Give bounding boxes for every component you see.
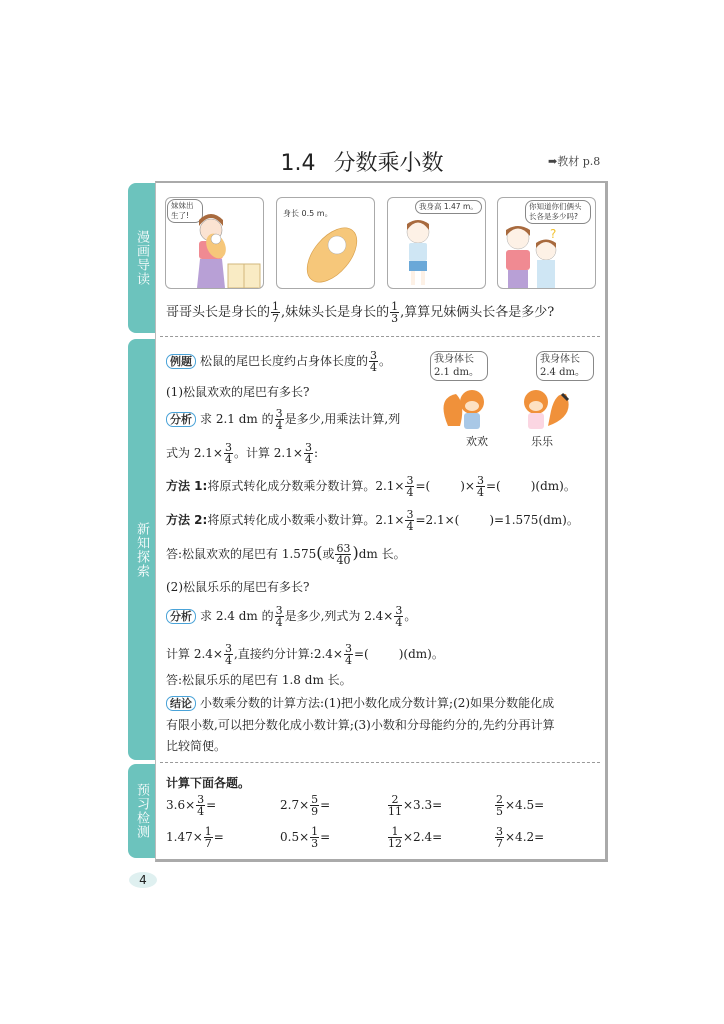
fraction: $\frac{3}{4}$ [476,474,484,499]
fraction: $\frac{63}{40}$ [336,542,351,567]
comic-panel-2 [276,197,375,289]
exercise-1[interactable]: 3.6× $\frac{3}{4}$ = [166,793,217,818]
conclusion-line-1: 结论 小数乘分数的计算方法:(1)把小数化成分数计算;(2)如果分数能化成 [166,695,554,711]
preview-instruction: 计算下面各题。 [166,776,251,790]
exercise-8[interactable]: $\frac{3}{7}$ ×4.2= [496,825,545,850]
squirrel-huanhuan-illustration [440,386,490,434]
exercise-5[interactable]: 1.47× $\frac{1}{7}$ = [166,825,224,850]
fraction: $\frac{3}{4}$ [224,642,232,667]
tab-comic: 漫画导读 [128,183,155,333]
conclusion-tag: 结论 [166,696,196,711]
exercise-3[interactable]: $\frac{2}{11}$ ×3.3= [388,793,443,818]
exercise-4[interactable]: $\frac{2}{5}$ ×4.5= [496,793,545,818]
textbook-reference: ➡教材 p.8 [548,155,601,168]
brother-illustration [398,212,438,288]
calculation-2: 计算 2.4× $\frac{3}{4}$ ,直接约分计算:2.4× $\frac{3}{4}$ =( )(dm)。 [166,642,444,667]
section-title: 分数乘小数 [333,151,444,176]
section-divider [160,762,600,763]
squirrel-name-lele: 乐乐 [531,435,553,448]
caption: 身长 0.5 m。 [283,209,333,218]
method-1: 方法 1:将原式转化成分数乘分数计算。2.1× $\frac{3}{4}$ =( )× $\frac{3}{4}$ =( )(dm)。 [166,474,576,499]
svg-text:?: ? [550,227,557,241]
conclusion-line-2: 有限小数,可以把分数化成小数计算;(3)小数和分母能约分的,先约分再计算 [166,718,555,732]
speech-bubble-lele: 我身体长 2.4 dm。 [536,351,594,381]
example-tag: 例题 [166,354,196,369]
fraction: $\frac{1}{7}$ [272,300,280,325]
comic-panel-3 [387,197,486,289]
speech-bubble: 你知道你们俩头长各是多少吗? [525,200,591,224]
analysis-tag: 分析 [166,609,196,624]
answer-2: 答:松鼠乐乐的尾巴有 1.8 dm 长。 [166,673,352,687]
fraction: $\frac{3}{4}$ [275,604,283,629]
fraction: $\frac{3}{4}$ [275,407,283,432]
example-statement: 例题 松鼠的尾巴长度约占身体长度的 $\frac{3}{4}$ 。 [166,350,391,373]
tab-preview: 预习检测 [128,764,155,858]
fraction: $\frac{3}{4}$ [395,604,403,629]
baby-in-blanket-illustration [297,223,367,285]
conclusion-line-3: 比较简便。 [166,739,227,753]
fraction: $\frac{3}{4}$ [344,642,352,667]
analysis-2: 分析 求 2.4 dm 的 $\frac{3}{4}$ 是多少,列式为 2.4× $\frac{3}{4}$ 。 [166,605,416,628]
section-number: 1.4 [280,151,316,176]
exercise-7[interactable]: $\frac{1}{12}$ ×2.4= [388,825,443,850]
squirrel-lele-illustration [518,386,573,434]
speech-bubble-huanhuan: 我身体长 2.1 dm。 [430,351,488,381]
comic-panel-1 [165,197,264,289]
fraction: $\frac{3}{4}$ [304,441,312,466]
comic-question: 哥哥头长是身长的 $\frac{1}{7}$ ,妹妹头长是身长的 $\frac{1}{3}$ ,算算兄妹俩头长各是多少? [166,300,555,325]
fraction: $\frac{3}{4}$ [370,349,378,374]
fraction: $\frac{3}{4}$ [224,441,232,466]
fraction: $\frac{3}{4}$ [406,474,414,499]
speech-bubble: 我身高 1.47 m。 [415,200,482,214]
exercise-6[interactable]: 0.5× $\frac{1}{3}$ = [280,825,331,850]
analysis-1-line-2: 式为 2.1× $\frac{3}{4}$ 。计算 2.1× $\frac{3}{4}$ : [166,441,318,466]
exercise-2[interactable]: 2.7× $\frac{5}{9}$ = [280,793,331,818]
question-2: (2)松鼠乐乐的尾巴有多长? [166,580,310,594]
analysis-tag: 分析 [166,412,196,427]
tab-new-knowledge: 新知探索 [128,339,155,760]
comic-panel-4 [497,197,596,289]
method-2: 方法 2:将原式转化成小数乘小数计算。2.1× $\frac{3}{4}$ =2.1×( )=1.575(dm)。 [166,508,579,533]
mother-holding-baby-illustration [186,206,261,288]
answer-1: 答:松鼠欢欢的尾巴有 1.575(或 $\frac{63}{40}$ )dm 长。 [166,542,406,567]
speech-bubble: 妹妹出生了! [167,199,203,223]
fraction: $\frac{3}{4}$ [406,508,414,533]
page-number: 4 [129,872,157,888]
fraction: $\frac{1}{3}$ [391,300,399,325]
squirrel-name-huanhuan: 欢欢 [466,435,488,448]
question-1: (1)松鼠欢欢的尾巴有多长? [166,385,310,399]
page-title [0,146,724,177]
section-divider [160,336,600,337]
mother-and-brother-illustration [500,218,580,288]
analysis-1-line-1: 分析 求 2.1 dm 的 $\frac{3}{4}$ 是多少,用乘法计算,列 [166,408,400,431]
